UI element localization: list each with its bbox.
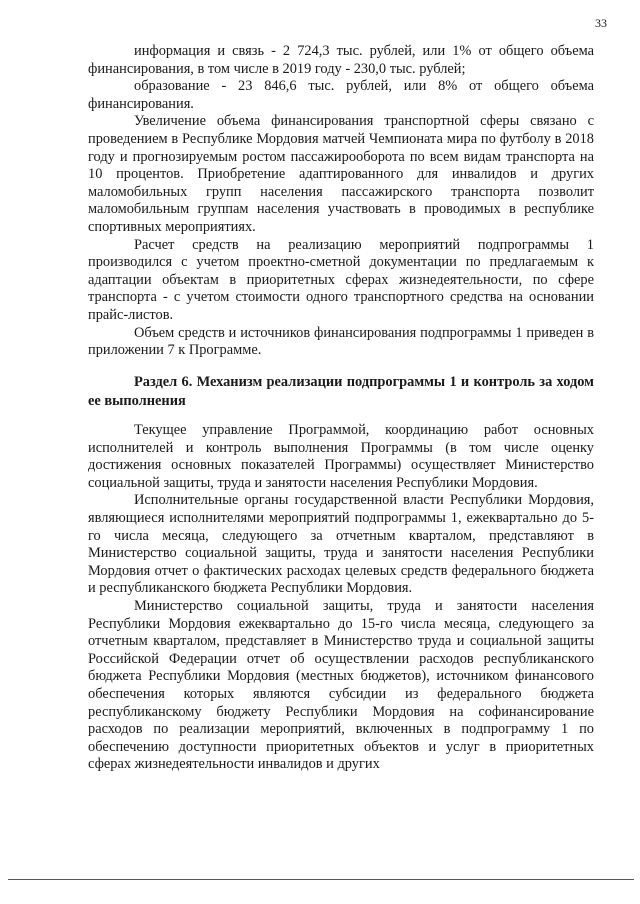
paragraph: Объем средств и источников финансирования подпрограммы 1 приведен в приложении 7 к Программе. [88,324,594,359]
text-block-bottom [88,422,594,774]
paragraph: Министерство социальной защиты, труда и занятости населения Республики Мордовия ежеквартально до 15-го числа месяца, следующего за отчетным кварталом, представляет в Министерство труда и социальной защиты Российской Федерации отчет об осуществлении расходов республиканского бюджета Республики Мордовия (местных бюджетов), источником финансового обеспечения которых являются субсидии из федерального бюджета республиканскому бюджету Республики Мордовия на софинансирование расходов по реализации мероприятий, включенных в подпрограмму 1 по обеспечению доступности приоритетных объектов и услуг в приоритетных сферах жизнедеятельности инвалидов и других [88,597,594,773]
bottom-rule [8,879,634,880]
paragraph: информация и связь - 2 724,3 тыс. рублей, или 1% от общего объема финансирования, в том числе в 2019 году - 230,0 тыс. рублей; [88,43,594,77]
paragraph: Увеличение объема финансирования транспортной сферы связано с проведением в Республике Мордовия матчей Чемпионата мира по футболу в 2018 году и прогнозируемым ростом пассажирооборота по всем видам транспорта на 10 процентов. Приобретение адаптированного для инвалидов и других маломобильных групп населения пассажирского транспорта позволит маломобильным группам населения участвовать в проводимых в республике спортивных мероприятиях. [88,113,594,235]
paragraph: образование - 23 846,6 тыс. рублей, или 8% от общего объема финансирования. [88,78,594,112]
text-block-top [88,43,594,360]
paragraph: Расчет средств на реализацию мероприятий подпрограммы 1 производился с учетом проектно-сметной документации по предлагаемым к адаптации объектам в приоритетных сферах жизнедеятельности, по сфере транспорта - с учетом стоимости одного транспортного средства на основании прайс-листов. [88,236,594,323]
paragraph: Текущее управление Программой, координацию работ основных исполнителей и контроль выполнения Программы (в том числе оценку достижения основных показателей Программы) осуществляет Министерство социальной защиты, труда и занятости населения Республики Мордовия. [88,422,594,491]
page-number: 33 [595,16,607,30]
paragraph: Исполнительные органы государственной власти Республики Мордовия, являющиеся исполнителями мероприятий подпрограммы 1, ежеквартально до 5-го числа месяца, следующего за отчетным кварталом, представляют в Министерство социальной защиты, труда и занятости населения Республики Мордовия отчет о фактических расходах целевых средств федерального бюджета и республиканского бюджета Республики Мордовия. [88,492,594,597]
section-heading: Раздел 6. Механизм реализации подпрограммы 1 и контроль за ходом ее выполнения [88,374,594,409]
